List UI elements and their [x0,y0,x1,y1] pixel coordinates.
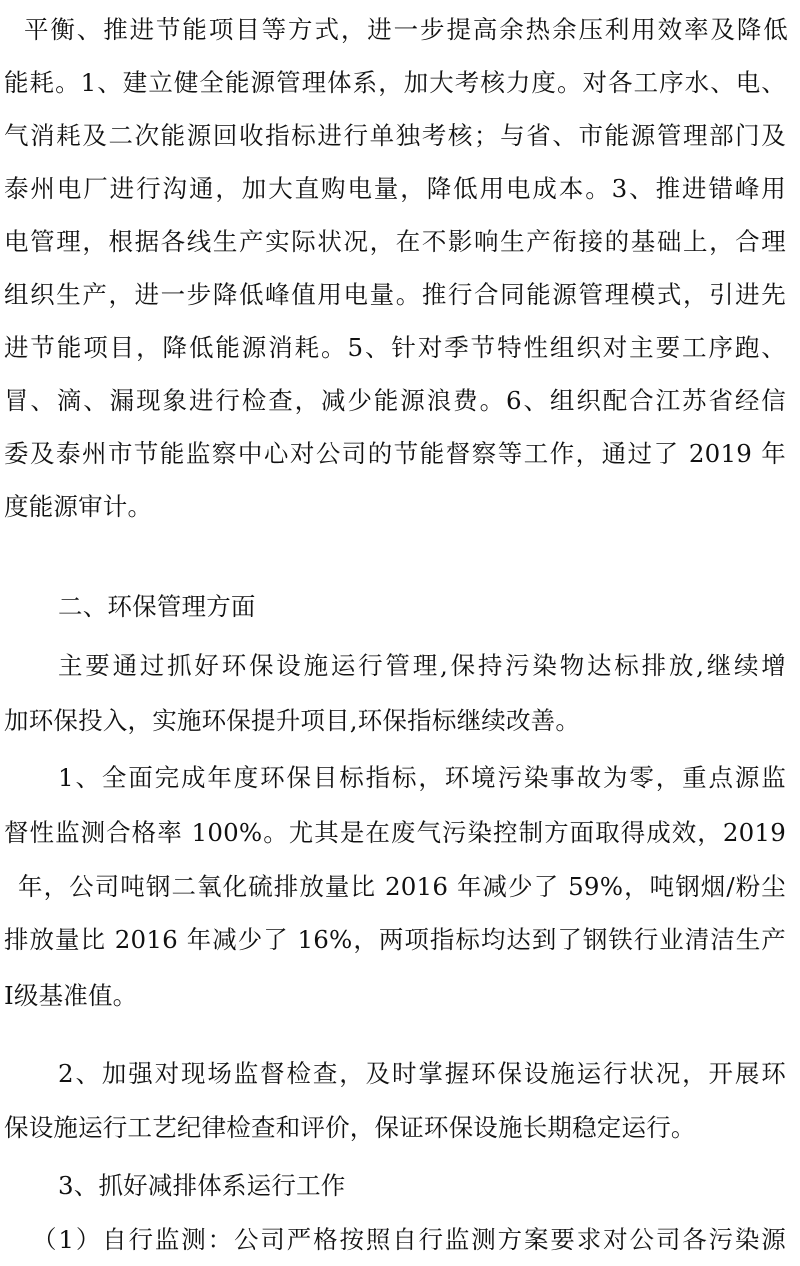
text-line-2: 能耗。1、建立健全能源管理体系，加大考核力度。对各工序水、电、 [4,68,786,97]
text-line-4: 泰州电厂进行沟通，加大直购电量，降低用电成本。3、推进错峰用 [4,174,786,203]
text-line-12: 主要通过抓好环保设施运行管理,保持污染物达标排放,继续增 [58,651,786,680]
text-line-21: 3、抓好减排体系运行工作 [58,1171,346,1200]
text-line-10: 度能源审计。 [4,492,153,521]
text-line-7: 进节能项目，降低能源消耗。5、针对季节特性组织对主要工序跑、 [4,333,786,362]
text-line-19: 2、加强对现场监督检查，及时掌握环保设施运行状况，开展环 [58,1059,786,1088]
text-line-20: 保设施运行工艺纪律检查和评价，保证环保设施长期稳定运行。 [4,1113,696,1142]
text-line-18: Ⅰ级基准值。 [4,981,138,1010]
text-line-13: 加环保投入，实施环保提升项目,环保指标继续改善。 [4,706,581,735]
text-line-8: 冒、滴、漏现象进行检查，减少能源浪费。6、组织配合江苏省经信 [4,386,786,415]
text-line-14: 1、全面完成年度环保目标指标，环境污染事故为零，重点源监 [58,763,786,792]
section-heading-environment: 二、环保管理方面 [58,592,256,621]
text-line-5: 电管理，根据各线生产实际状况，在不影响生产衔接的基础上，合理 [4,227,786,256]
text-line-16: 年，公司吨钢二氧化硫排放量比 2016 年减少了 59%，吨钢烟/粉尘 [18,872,786,901]
text-line-9: 委及泰州市节能监察中心对公司的节能督察等工作，通过了 2019 年 [4,439,786,468]
text-line-3: 气消耗及二次能源回收指标进行单独考核；与省、市能源管理部门及 [4,121,786,150]
text-line-6: 组织生产，进一步降低峰值用电量。推行合同能源管理模式，引进先 [4,280,786,309]
text-line-22: （1）自行监测：公司严格按照自行监测方案要求对公司各污染源 [32,1225,786,1254]
text-line-1: 平衡、推进节能项目等方式，进一步提高余热余压利用效率及降低 [24,15,788,44]
text-line-17: 排放量比 2016 年减少了 16%，两项指标均达到了钢铁行业清洁生产 [4,925,786,954]
text-line-15: 督性监测合格率 100%。尤其是在废气污染控制方面取得成效，2019 [4,818,786,847]
